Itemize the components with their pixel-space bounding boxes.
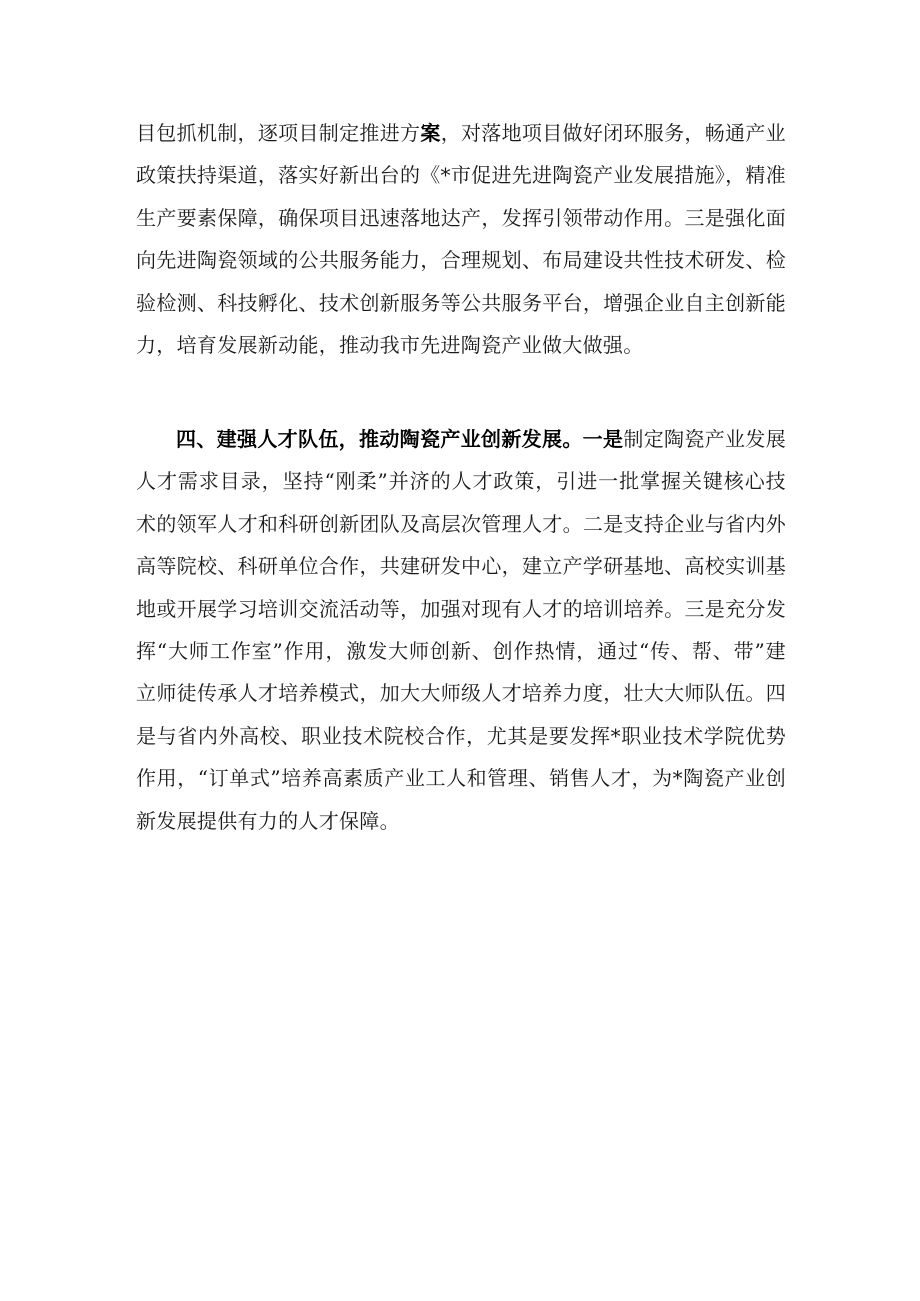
paragraph-project-services [136, 112, 786, 366]
paragraph-1-bold-char: 案 [420, 121, 441, 145]
paragraph-talent-team [136, 418, 786, 842]
section-heading-talent: 四、建强人才队伍，推动陶瓷产业创新发展。一是 [176, 427, 624, 451]
paragraph-1-text-a: 目包抓机制，逐项目制定推进方 [136, 121, 421, 145]
paragraph-2-text: 制定陶瓷产业发展人才需求目录，坚持“刚柔”并济的人才政策，引进一批掌握关键核心技术的领军人才和科研创新团队及高层次管理人才。二是支持企业与省内外高等院校、科研单位合作，共建研发中心，建立产学研基地、高校实训基地或开展学习培训交流活动等，加强对现有人才的培训培养。三是充分发挥“大师工作室”作用，激发大师创新、创作热情，通过“传、帮、带”建立师徒传承人才培养模式，加大大师级人才培养力度，壮大大师队伍。四是与省内外高校、职业技术院校合作，尤其是要发挥*职业技术学院优势作用，“订单式”培养高素质产业工人和管理、销售人才，为*陶瓷产业创新发展提供有力的人才保障。 [136, 427, 786, 833]
paragraph-1-text-c: ，对落地项目做好闭环服务，畅通产业政策扶持渠道，落实好新出台的《*市促进先进陶瓷产业发展措施》，精准生产要素保障，确保项目迅速落地达产，发挥引领带动作用。三是强化面向先进陶瓷领域的公共服务能力，合理规划、布局建设共性技术研发、检验检测、科技孵化、技术创新服务等公共服务平台，增强企业自主创新能力，培育发展新动能，推动我市先进陶瓷产业做大做强。 [136, 121, 786, 358]
